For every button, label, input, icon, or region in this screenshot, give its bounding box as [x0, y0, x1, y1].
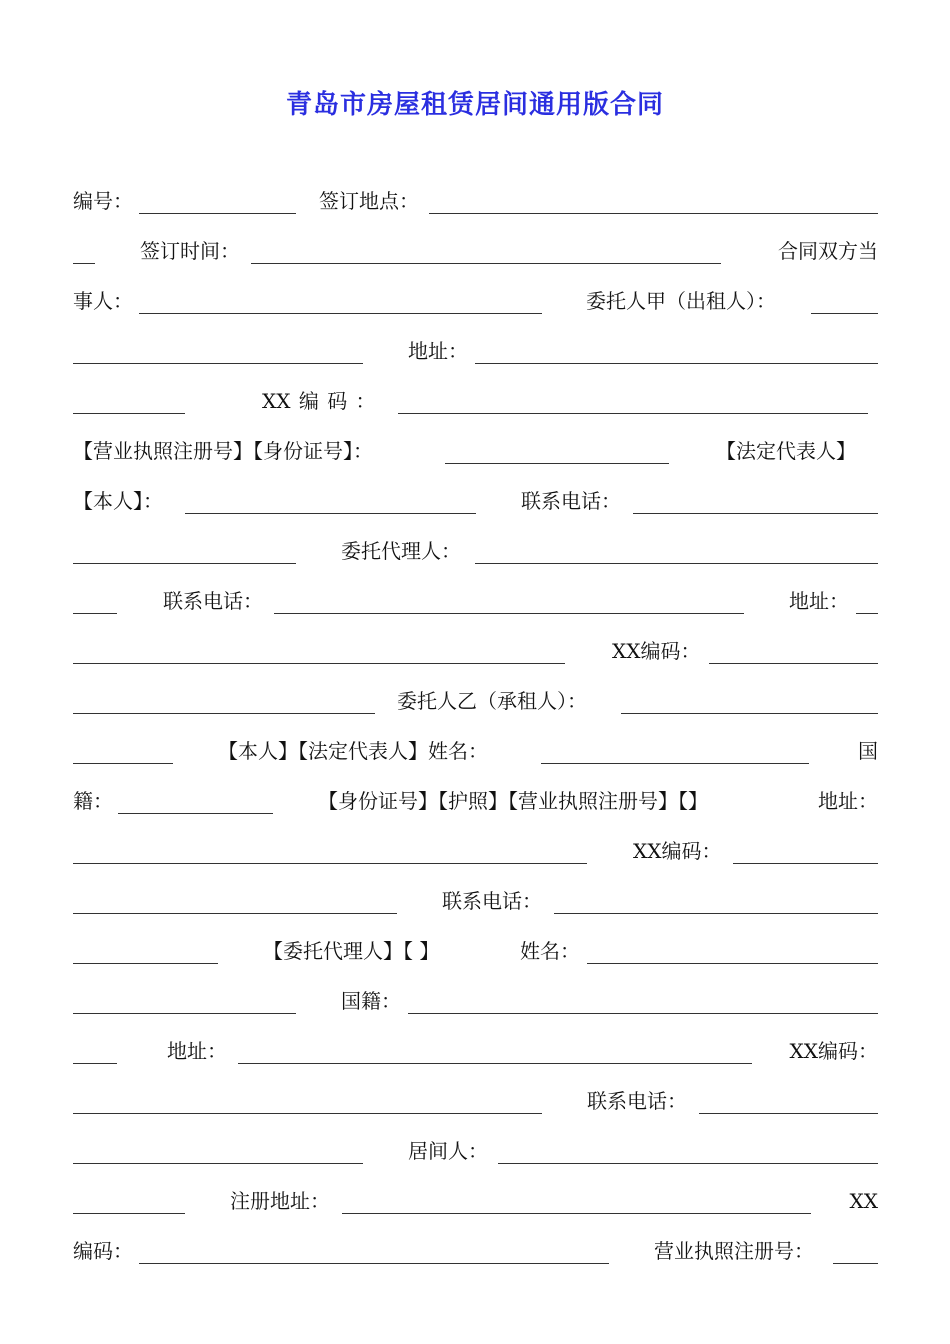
lessee-agent-phone-blank[interactable]	[699, 1113, 878, 1114]
lessee-phone-blank-cont[interactable]	[73, 963, 218, 964]
field-label: 籍：	[73, 789, 113, 813]
field-label: XX	[849, 1189, 878, 1213]
form-line	[73, 832, 878, 864]
lessor-representative-blank[interactable]	[185, 513, 476, 514]
field-label: 地址：	[408, 339, 468, 363]
intermediary-blank[interactable]	[498, 1163, 878, 1164]
form-line	[73, 232, 878, 264]
lessee-code-blank-cont[interactable]	[73, 913, 397, 914]
lessor-id-blank[interactable]	[445, 463, 669, 464]
lessor-phone-blank-cont[interactable]	[73, 563, 296, 564]
lessee-agent-nationality-blank-cont[interactable]	[73, 1063, 117, 1064]
form-line	[73, 182, 878, 214]
lessor-agent-blank[interactable]	[475, 563, 878, 564]
signing-time-blank[interactable]	[251, 263, 721, 264]
lessor-agent-code-blank[interactable]	[709, 663, 878, 664]
lessor-phone-blank[interactable]	[633, 513, 878, 514]
form-line	[73, 882, 878, 914]
signing-place-blank-cont[interactable]	[73, 263, 95, 264]
lessee-blank-cont[interactable]	[73, 763, 173, 764]
registered-address-blank[interactable]	[342, 1213, 811, 1214]
field-label: 居间人：	[408, 1139, 488, 1163]
field-label: 地址：	[789, 589, 849, 613]
field-label: 营业执照注册号：	[654, 1239, 814, 1263]
field-label: 签订地点：	[319, 189, 419, 213]
field-label: 【委托代理人】【 】	[263, 939, 440, 963]
field-label: 国籍：	[341, 989, 401, 1013]
intermediary-blank-cont[interactable]	[73, 1213, 185, 1214]
lessor-agent-address-blank-cont[interactable]	[73, 663, 565, 664]
field-label: 签订时间：	[140, 239, 240, 263]
form-line	[73, 582, 878, 614]
form-line	[73, 982, 878, 1014]
form-line	[73, 482, 878, 514]
lessee-agent-phone-blank-cont[interactable]	[73, 1163, 363, 1164]
form-line	[73, 532, 878, 564]
form-line	[73, 1132, 878, 1164]
number-blank[interactable]	[139, 213, 296, 214]
lessee-nationality-blank[interactable]	[118, 813, 273, 814]
lessee-phone-blank[interactable]	[554, 913, 878, 914]
field-label: 【本人】【法定代表人】姓名：	[218, 739, 488, 763]
field-label: 地址：	[167, 1039, 227, 1063]
lessee-code-blank[interactable]	[733, 863, 878, 864]
form-line	[73, 1032, 878, 1064]
field-label: 事人：	[73, 289, 133, 313]
field-label: 注册地址：	[230, 1189, 330, 1213]
form-line	[73, 932, 878, 964]
lessee-agent-name-blank[interactable]	[587, 963, 878, 964]
lessor-blank-cont[interactable]	[73, 363, 363, 364]
form-line	[73, 1182, 878, 1214]
parties-blank[interactable]	[139, 313, 542, 314]
lessee-agent-code-blank[interactable]	[73, 1113, 542, 1114]
field-label: 委托人乙（承租人）：	[397, 689, 587, 713]
field-label: 【法定代表人】	[716, 439, 856, 463]
signing-place-blank[interactable]	[429, 213, 878, 214]
field-label: XX编码：	[633, 839, 722, 863]
lessee-agent-address-blank[interactable]	[238, 1063, 752, 1064]
form-line	[73, 382, 878, 414]
field-label: 委托代理人：	[341, 539, 461, 563]
field-label: 联系电话：	[587, 1089, 687, 1113]
lessor-code-blank[interactable]	[398, 413, 868, 414]
field-label: XX编码：	[612, 639, 701, 663]
lessee-name-blank[interactable]	[541, 763, 809, 764]
lessor-blank[interactable]	[811, 313, 878, 314]
form-line	[73, 282, 878, 314]
field-label: 编码：	[73, 1239, 133, 1263]
lessee-blank[interactable]	[621, 713, 878, 714]
lessor-agent-phone-blank[interactable]	[274, 613, 744, 614]
field-label: 【本人】：	[73, 489, 163, 513]
field-label: 【身份证号】【护照】【营业执照注册号】【】	[318, 789, 708, 813]
field-label: 联系电话：	[442, 889, 542, 913]
form-line	[73, 632, 878, 664]
form-line	[73, 682, 878, 714]
form-line	[73, 332, 878, 364]
lessee-agent-name-blank-cont[interactable]	[73, 1013, 296, 1014]
field-label: 联系电话：	[163, 589, 263, 613]
form-line	[73, 732, 878, 764]
lessor-agent-blank-cont[interactable]	[73, 613, 117, 614]
field-label: 地址：	[818, 789, 878, 813]
field-label: 联系电话：	[521, 489, 621, 513]
business-license-blank[interactable]	[833, 1263, 878, 1264]
lessor-address-blank-cont[interactable]	[73, 413, 185, 414]
field-label: 合同双方当	[778, 239, 878, 263]
form-line	[73, 432, 878, 464]
lessor-agent-code-blank-cont[interactable]	[73, 713, 375, 714]
form-line	[73, 782, 878, 814]
field-label: 国	[858, 739, 878, 763]
form-line	[73, 1082, 878, 1114]
lessor-address-blank[interactable]	[475, 363, 878, 364]
registered-code-blank[interactable]	[139, 1263, 609, 1264]
lessee-agent-nationality-blank[interactable]	[408, 1013, 878, 1014]
field-label: 委托人甲（出租人）：	[586, 289, 776, 313]
document-title: 青岛市房屋租赁居间通用版合同	[285, 90, 664, 120]
lessor-agent-address-blank[interactable]	[856, 613, 878, 614]
form-line	[73, 1232, 878, 1264]
lessee-address-blank[interactable]	[73, 863, 587, 864]
field-label: 姓名：	[520, 939, 580, 963]
field-label: XX 编 码 ：	[262, 389, 376, 413]
field-label: 编号：	[73, 189, 133, 213]
field-label: 【营业执照注册号】【身份证号】：	[73, 439, 373, 463]
field-label: XX编码：	[789, 1039, 878, 1063]
